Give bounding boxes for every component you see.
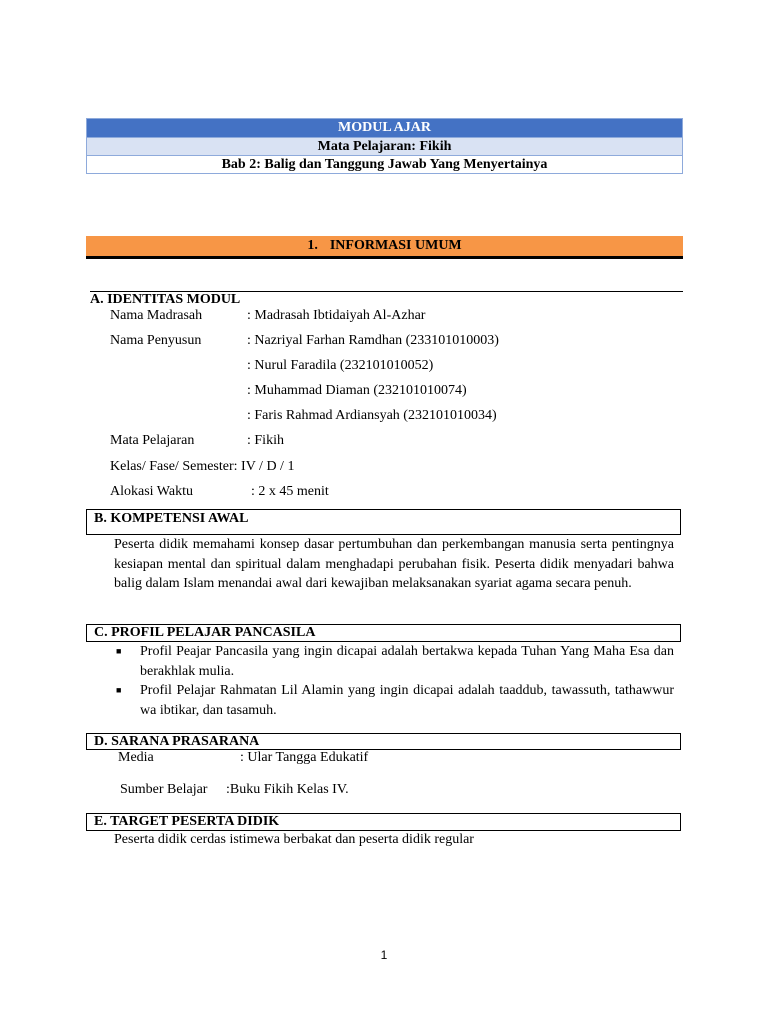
- media-label: Media: [118, 750, 154, 765]
- identitas-value: : Nazriyal Farhan Ramdhan (233101010003): [247, 333, 499, 348]
- identitas-label: Kelas/ Fase/ Semester: [110, 459, 234, 474]
- identitas-value: : Madrasah Ibtidaiyah Al-Azhar: [247, 308, 426, 323]
- page-number: 1: [380, 948, 388, 962]
- identitas-label: Nama Madrasah: [110, 308, 203, 323]
- identitas-heading: A. IDENTITAS MODUL: [90, 291, 683, 308]
- bullet-icon: ■: [116, 646, 122, 656]
- identitas-value: : Nurul Faradila (232101010052): [247, 358, 434, 373]
- identitas-row: [110, 458, 294, 476]
- target-heading: E. TARGET PESERTA DIDIK: [86, 813, 681, 831]
- profil-item-text: Profil Peajar Pancasila yang ingin dicapai adalah bertakwa kepada Tuhan Yang Maha Esa dan berakhlak mulia.: [140, 644, 674, 679]
- identitas-label: Alokasi Waktu: [110, 484, 193, 499]
- kompetensi-text: Peserta didik memahami konsep dasar pertumbuhan dan perkembangan manusia serta pentingnya kesiapan mental dan spiritual dalam menghadapi perubahan fisik. Peserta didik menyadari bahwa balig dalam Islam menandai awal dari kewajiban melaksanakan syariat agama secara penuh.: [114, 537, 674, 591]
- identitas-value: : Faris Rahmad Ardiansyah (232101010034): [247, 408, 497, 423]
- sumber-value: :Buku Fikih Kelas IV.: [226, 782, 349, 797]
- target-text: Peserta didik cerdas istimewa berbakat dan peserta didik regular: [114, 832, 474, 847]
- kompetensi-heading: B. KOMPETENSI AWAL: [86, 509, 681, 535]
- list-item: [114, 681, 674, 720]
- identitas-label: Nama Penyusun: [110, 333, 202, 348]
- module-title: MODUL AJAR: [87, 119, 683, 138]
- identitas-label: Mata Pelajaran: [110, 433, 195, 448]
- bullet-icon: ■: [116, 685, 122, 695]
- subject-title: Mata Pelajaran: Fikih: [87, 138, 683, 156]
- profil-list: [114, 642, 674, 720]
- media-value: : Ular Tangga Edukatif: [240, 750, 369, 765]
- identitas-value: : IV / D / 1: [233, 459, 295, 474]
- section-banner-informasi-umum: [86, 236, 683, 259]
- module-title-table: [86, 118, 683, 174]
- chapter-title: Bab 2: Balig dan Tanggung Jawab Yang Menyertainya: [87, 156, 683, 174]
- profil-heading: C. PROFIL PELAJAR PANCASILA: [86, 624, 681, 642]
- identitas-value: : 2 x 45 menit: [251, 484, 329, 499]
- identitas-value: : Muhammad Diaman (232101010074): [247, 383, 467, 398]
- section-title: INFORMASI UMUM: [329, 238, 462, 253]
- section-number: 1.: [307, 238, 318, 253]
- sumber-label: Sumber Belajar: [120, 782, 208, 797]
- profil-item-text: Profil Pelajar Rahmatan Lil Alamin yang ingin dicapai adalah taaddub, tawassuth, tathawwur wa ibtikar, dan tasamuh.: [140, 683, 674, 718]
- sarana-heading: D. SARANA PRASARANA: [86, 733, 681, 750]
- list-item: [114, 642, 674, 681]
- identitas-value: : Fikih: [247, 433, 284, 448]
